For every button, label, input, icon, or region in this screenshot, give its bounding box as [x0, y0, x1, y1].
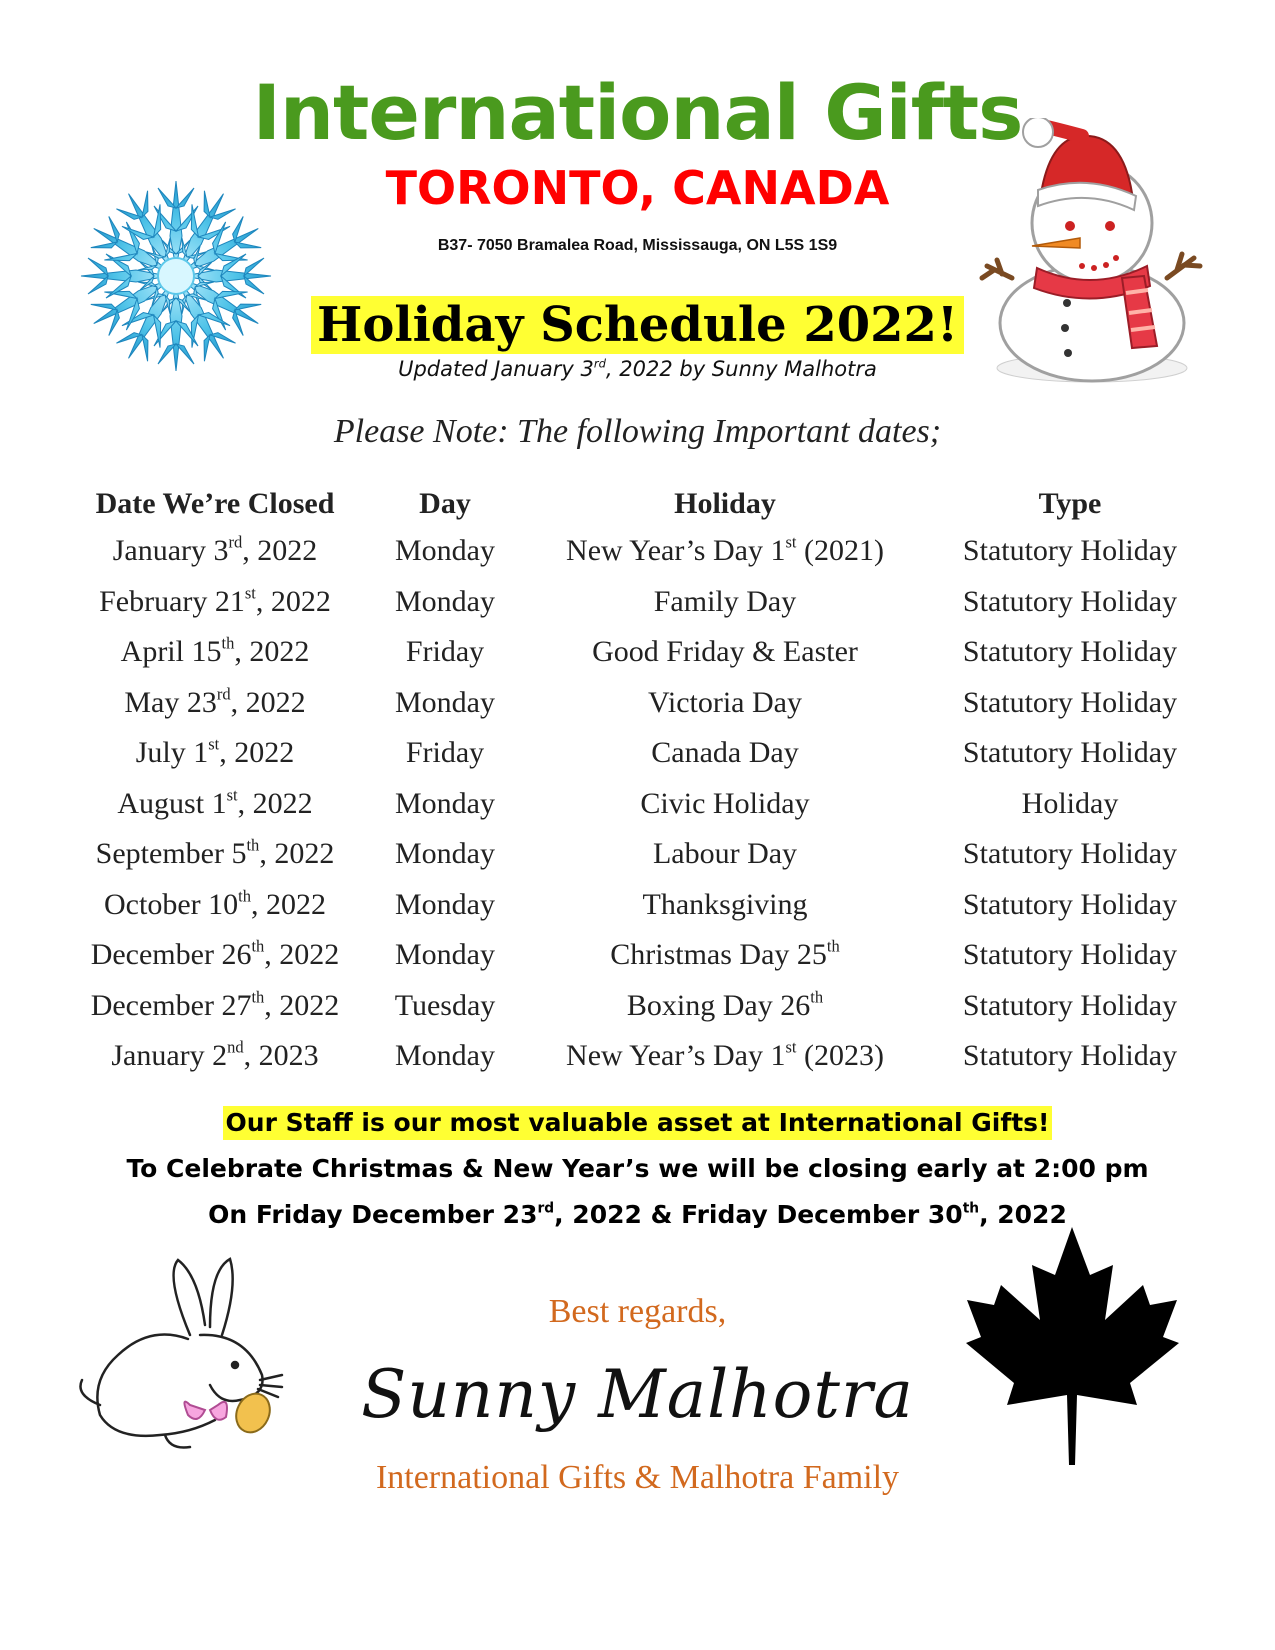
date-year: , 2022 [242, 534, 318, 568]
holiday-text: New Year’s Day 1 [566, 534, 786, 568]
holiday-table [70, 482, 1220, 1082]
cell-type: Statutory Holiday [962, 736, 1178, 770]
cell-day: Monday [395, 938, 495, 972]
maple-leaf-icon [965, 1225, 1180, 1470]
date-suffix: th [221, 633, 235, 653]
cell-type: Statutory Holiday [962, 685, 1178, 719]
company-title: International Gifts [252, 68, 1023, 157]
date-suffix: st [244, 583, 256, 603]
cell-day: Monday [395, 1039, 495, 1073]
holiday-suffix: st [785, 1037, 797, 1057]
date-suffix: th [251, 987, 265, 1007]
date-text: July 1 [135, 736, 209, 770]
date-text: April 15 [120, 635, 222, 669]
cell-day: Monday [395, 534, 495, 568]
cell-date [70, 880, 360, 931]
updated-text-end: , 2022 by Sunny Malhotra [605, 357, 877, 381]
date-suffix: nd [227, 1037, 244, 1057]
holiday-text: Labour Day [652, 837, 798, 871]
date-text: December 26 [90, 938, 252, 972]
holiday-text-end: (2021) [796, 534, 884, 568]
holiday-text: Christmas Day 25 [610, 938, 827, 972]
holiday-text: Boxing Day 26 [626, 988, 811, 1022]
column-header-date: Date We’re Closed [95, 487, 335, 520]
cell-type: Statutory Holiday [962, 1039, 1178, 1073]
cell-type: Statutory Holiday [962, 887, 1178, 921]
cell-date [70, 728, 360, 779]
cell-date [70, 829, 360, 880]
date-year: , 2022 [237, 786, 313, 820]
cell-day: Tuesday [394, 988, 496, 1022]
headline-container [0, 296, 1275, 354]
table-row [70, 930, 1220, 981]
holiday-text: Family Day [653, 584, 797, 618]
holiday-text: Thanksgiving [642, 887, 808, 921]
cell-day: Friday [405, 635, 485, 669]
closing-year: , 2022 [979, 1200, 1067, 1229]
staff-note: Our Staff is our most valuable asset at International Gifts! [223, 1106, 1053, 1140]
date-suffix: th [246, 835, 260, 855]
cell-date [70, 577, 360, 628]
cell-day: Monday [395, 837, 495, 871]
date-year: , 2022 [219, 736, 295, 770]
date-text: January 3 [112, 534, 229, 568]
table-row [70, 526, 1220, 577]
regards-line: Best regards, [548, 1293, 727, 1330]
date-suffix: rd [216, 684, 231, 704]
date-year: , 2022 [264, 938, 340, 972]
holiday-text: Victoria Day [648, 685, 802, 719]
page-headline: Holiday Schedule 2022! [311, 296, 964, 354]
cell-type: Statutory Holiday [962, 635, 1178, 669]
cell-day: Monday [395, 584, 495, 618]
company-address: B37- 7050 Bramalea Road, Mississauga, ON L5S 1S9 [437, 237, 838, 254]
table-row [70, 678, 1220, 729]
cell-type: Statutory Holiday [962, 584, 1178, 618]
table-row [70, 981, 1220, 1032]
staff-note-container [0, 1106, 1275, 1140]
date-text: October 10 [104, 887, 239, 921]
cell-holiday [530, 829, 920, 880]
updated-line [0, 356, 1275, 382]
cell-type: Statutory Holiday [962, 534, 1178, 568]
date-text: May 23 [124, 685, 217, 719]
cell-holiday [530, 779, 920, 830]
date-text: February 21 [99, 584, 245, 618]
cell-date [70, 930, 360, 981]
closing-date-2: , 2022 & Friday December 30 [554, 1200, 963, 1229]
date-text: August 1 [117, 786, 227, 820]
updated-suffix: rd [593, 356, 606, 371]
date-year: , 2022 [255, 584, 331, 618]
cell-day: Monday [395, 685, 495, 719]
date-year: , 2022 [264, 988, 340, 1022]
column-header-day: Day [419, 487, 471, 520]
early-closing-line: To Celebrate Christmas & New Year’s we will be closing early at 2:00 pm [126, 1154, 1149, 1183]
holiday-text: Canada Day [651, 736, 799, 770]
closing-date-1-suffix: rd [537, 1200, 555, 1217]
cell-holiday [530, 981, 920, 1032]
table-row [70, 880, 1220, 931]
cell-type: Statutory Holiday [962, 837, 1178, 871]
table-row [70, 728, 1220, 779]
cell-day: Friday [405, 736, 485, 770]
date-text: September 5 [95, 837, 247, 871]
date-suffix: th [251, 936, 265, 956]
cell-date [70, 1031, 360, 1082]
table-row [70, 577, 1220, 628]
holiday-text: Civic Holiday [640, 786, 810, 820]
cell-day: Monday [395, 786, 495, 820]
column-header-type: Type [1038, 487, 1102, 520]
holiday-text: New Year’s Day 1 [566, 1039, 786, 1073]
closing-date-2-suffix: th [962, 1200, 980, 1217]
cell-day: Monday [395, 887, 495, 921]
closing-date-1: On Friday December 23 [208, 1200, 538, 1229]
table-row [70, 1031, 1220, 1082]
table-row [70, 779, 1220, 830]
column-header-holiday: Holiday [674, 487, 776, 520]
company-location: TORONTO, CANADA [385, 161, 890, 215]
cell-type: Holiday [1021, 786, 1119, 820]
date-text: December 27 [90, 988, 252, 1022]
family-line: International Gifts & Malhotra Family [375, 1459, 900, 1496]
signature: Sunny Malhotra [361, 1356, 914, 1433]
holiday-suffix: st [785, 532, 797, 552]
cell-type: Statutory Holiday [962, 938, 1178, 972]
date-year: , 2022 [250, 887, 326, 921]
cell-date [70, 627, 360, 678]
cell-type: Statutory Holiday [962, 988, 1178, 1022]
date-year: , 2022 [234, 635, 310, 669]
updated-text: Updated January 3 [398, 357, 594, 381]
cell-holiday [530, 577, 920, 628]
table-header-row [70, 482, 1220, 526]
date-suffix: st [208, 734, 220, 754]
cell-holiday [530, 526, 920, 577]
cell-date [70, 981, 360, 1032]
holiday-text: Good Friday & Easter [592, 635, 858, 669]
cell-date [70, 526, 360, 577]
date-suffix: rd [228, 532, 243, 552]
date-suffix: st [226, 785, 238, 805]
holiday-text-end: (2023) [796, 1039, 884, 1073]
date-suffix: th [238, 886, 251, 906]
date-year: , 2023 [243, 1039, 319, 1073]
cell-holiday [530, 880, 920, 931]
cell-date [70, 678, 360, 729]
date-year: , 2022 [259, 837, 335, 871]
cell-holiday [530, 728, 920, 779]
cell-holiday [530, 627, 920, 678]
date-year: , 2022 [230, 685, 306, 719]
cell-holiday [530, 930, 920, 981]
table-row [70, 627, 1220, 678]
holiday-suffix: th [826, 936, 840, 956]
table-row [70, 829, 1220, 880]
cell-holiday [530, 1031, 920, 1082]
holiday-suffix: th [810, 987, 824, 1007]
cell-holiday [530, 678, 920, 729]
important-note: Please Note: The following Important dates; [333, 413, 942, 450]
date-text: January 2 [111, 1039, 228, 1073]
cell-date [70, 779, 360, 830]
